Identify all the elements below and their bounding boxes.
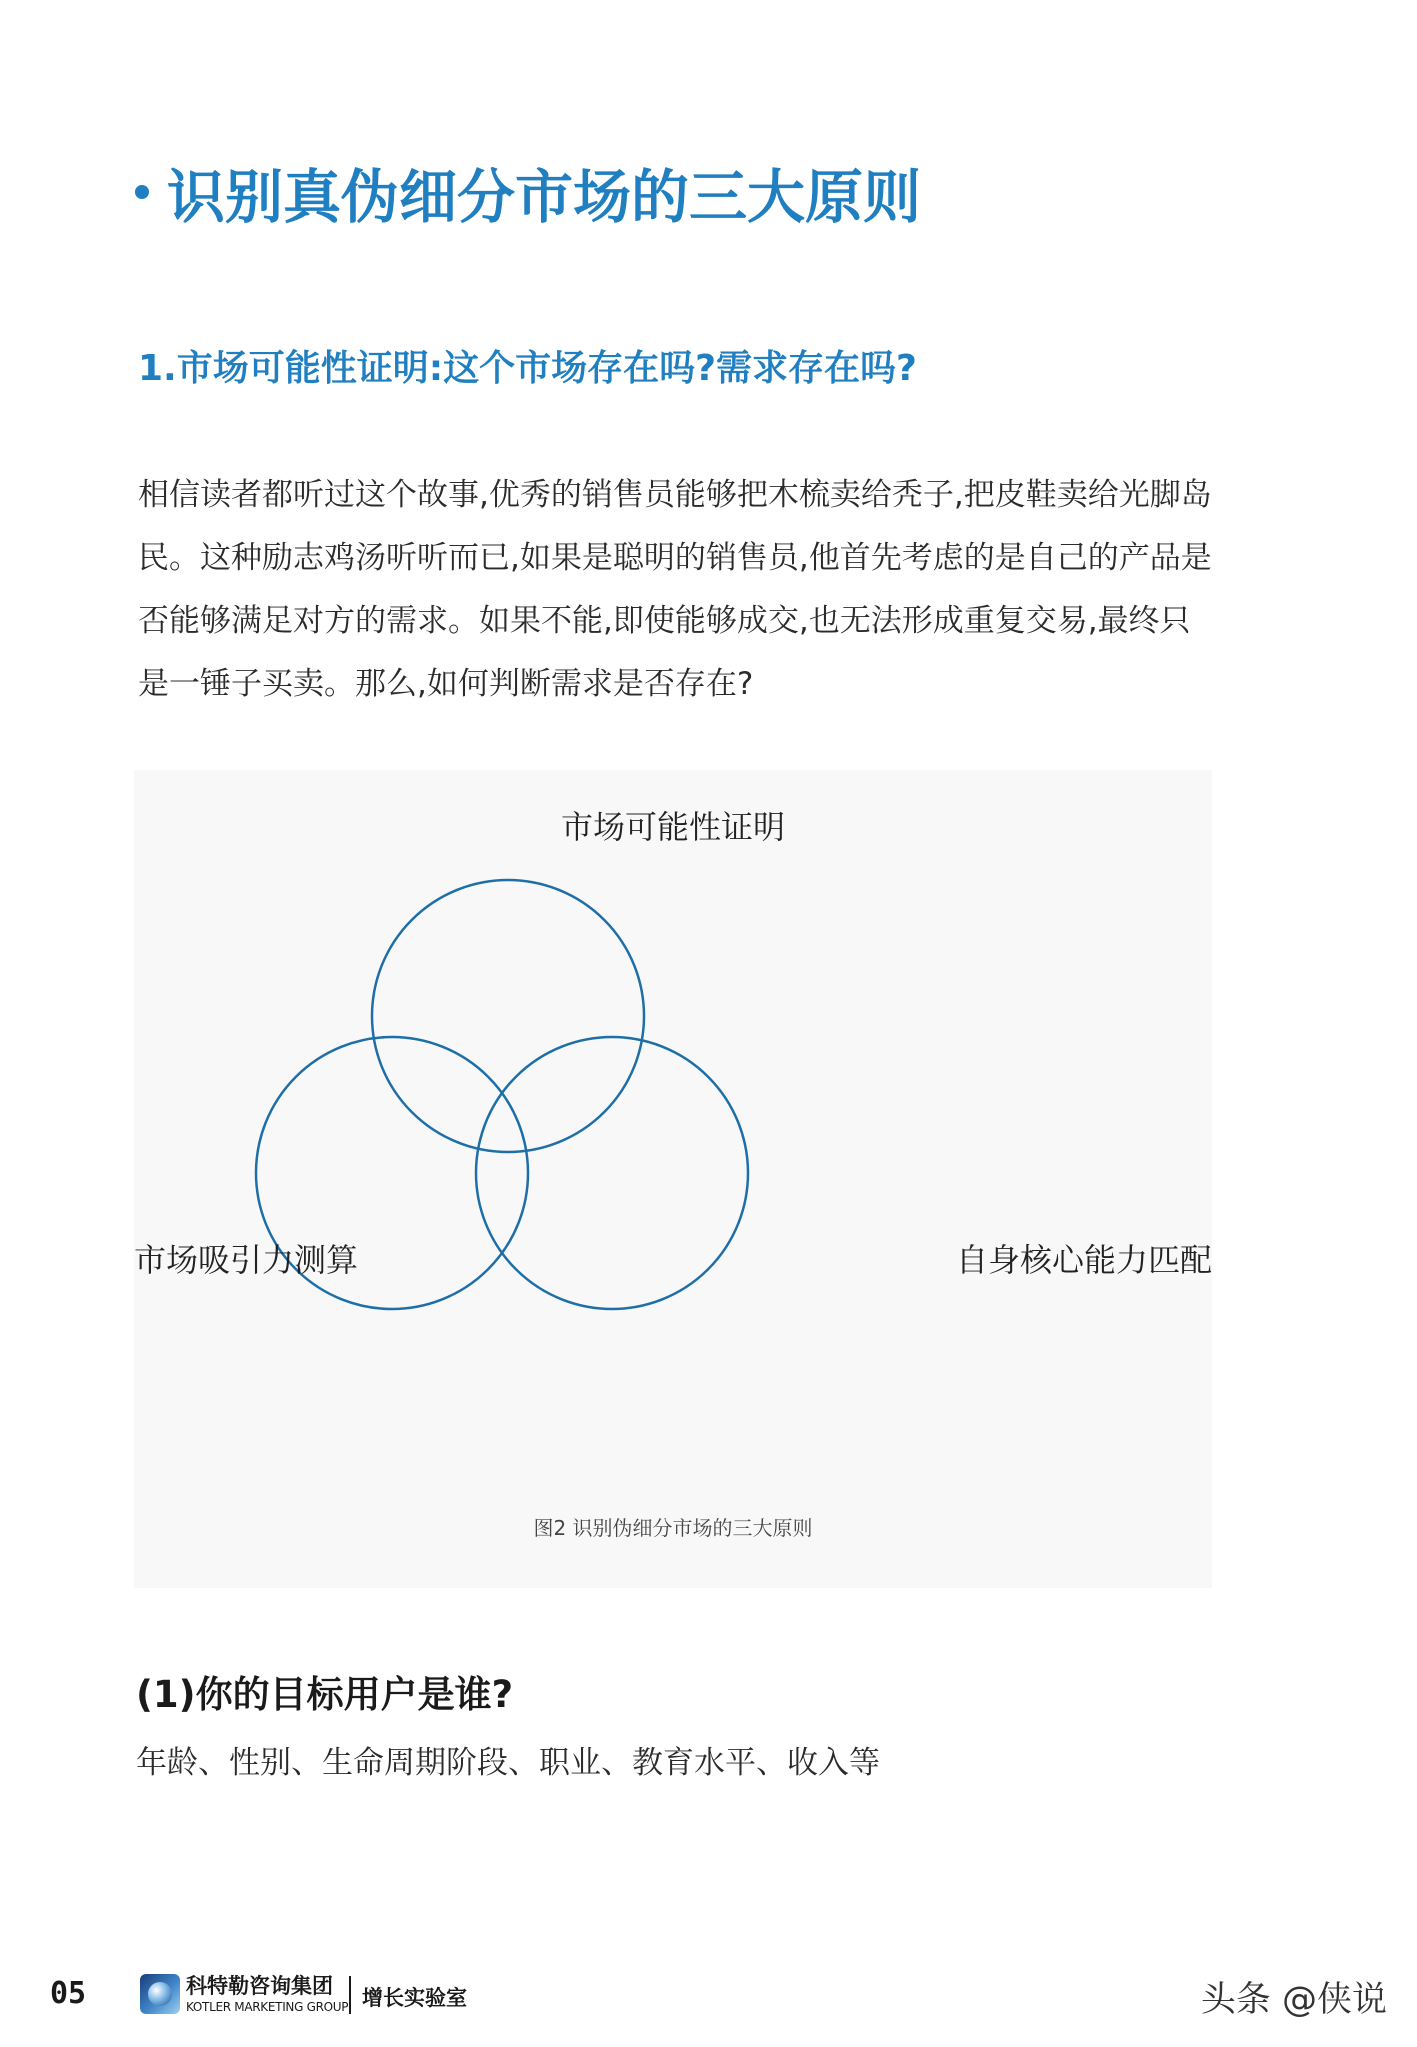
venn-label-core-capability: 自身核心能力匹配 [955, 1241, 1212, 1279]
footer-divider [349, 1976, 351, 2014]
lab-name: 增长实验室 [362, 1986, 467, 2010]
source-watermark: 头条 @侠说 [1200, 1980, 1387, 2020]
venn-diagram [134, 770, 1212, 1588]
heading-bullet-icon [135, 185, 149, 199]
question-title: (1)你的目标用户是谁? [136, 1673, 514, 1716]
subheading: 1.市场可能性证明:这个市场存在吗?需求存在吗? [138, 348, 917, 389]
venn-circle-top [372, 880, 644, 1152]
venn-label-market-attractiveness: 市场吸引力测算 [134, 1241, 359, 1279]
company-name-cn: 科特勒咨询集团 [186, 1974, 333, 1998]
kotler-logo-icon [140, 1974, 180, 2014]
page-footer [0, 1968, 1417, 2028]
section-heading [135, 150, 921, 234]
venn-figure [134, 770, 1212, 1588]
company-name-en: KOTLER MARKETING GROUP [186, 2000, 349, 2014]
page-number: 05 [50, 1976, 87, 2011]
venn-label-market-possibility: 市场可能性证明 [560, 808, 785, 846]
body-paragraph: 相信读者都听过这个故事,优秀的销售员能够把木梳卖给秃子,把皮鞋卖给光脚岛民。这种励志鸡汤听听而已,如果是聪明的销售员,他首先考虑的是自己的产品是否能够满足对方的需求。如果不能,即使能够成交,也无法形成重复交易,最终只是一锤子买卖。那么,如何判断需求是否存在? [138, 477, 1212, 702]
heading-text: 识别真伪细分市场的三大原则 [167, 163, 922, 231]
venn-circle-right [476, 1037, 748, 1309]
figure-caption: 图2 识别伪细分市场的三大原则 [533, 1516, 813, 1540]
question-body: 年龄、性别、生命周期阶段、职业、教育水平、收入等 [136, 1745, 880, 1781]
